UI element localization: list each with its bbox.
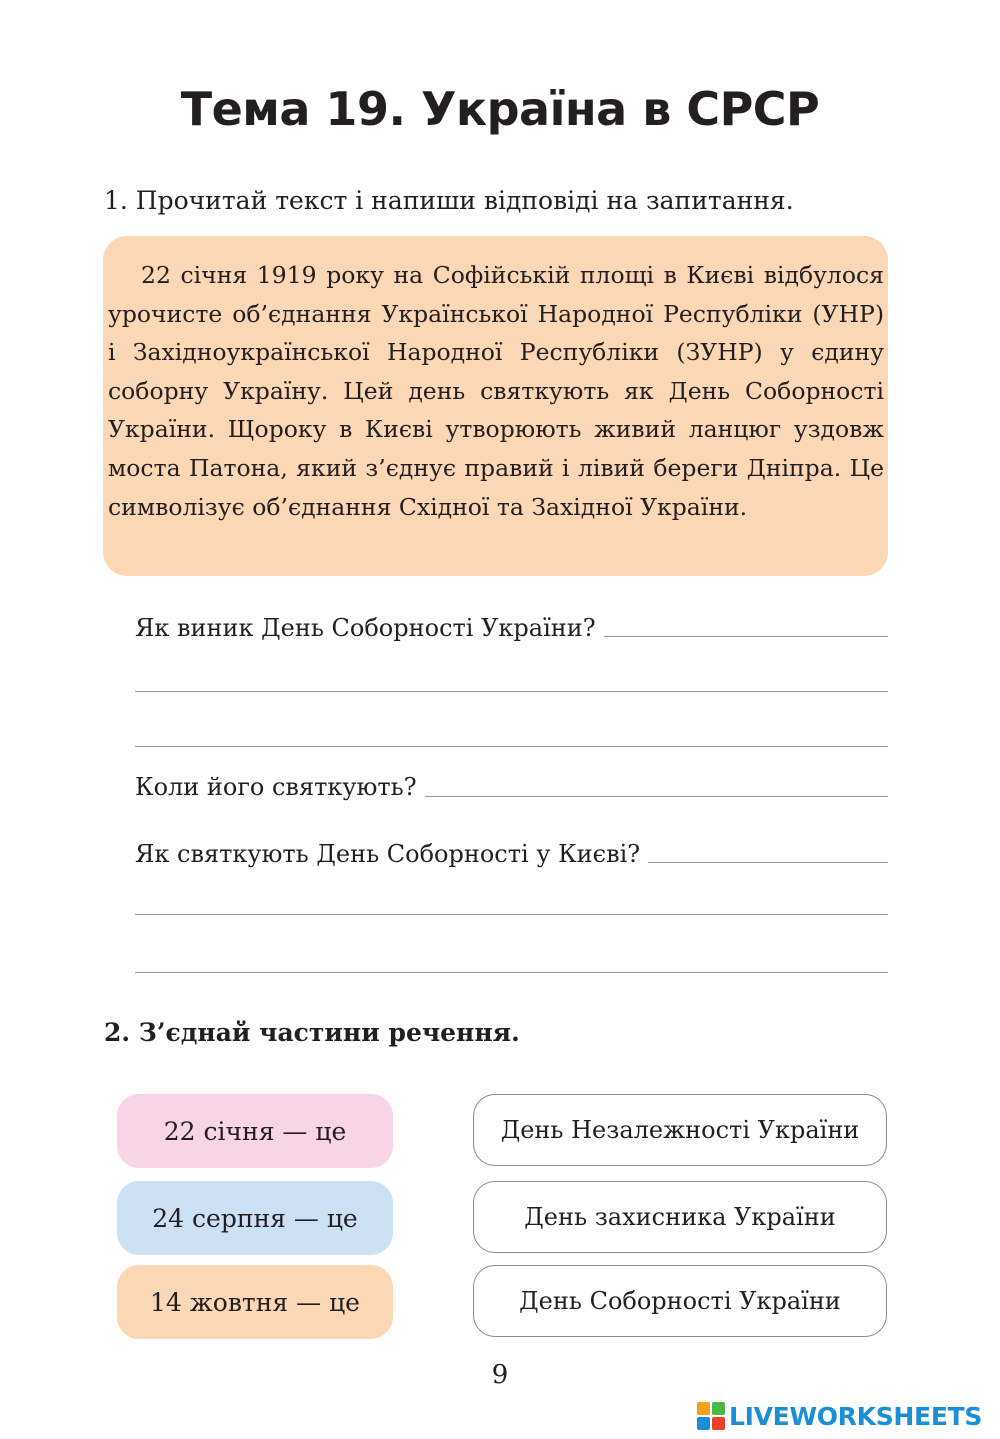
task-1-instruction: 1. Прочитай текст і напиши відповіді на запитання. <box>104 186 794 215</box>
logo-block-4 <box>712 1417 725 1430</box>
task-2-instruction: 2. З’єднай частини речення. <box>104 1018 520 1047</box>
match-right-1[interactable]: День Незалежності України <box>473 1094 887 1166</box>
liveworksheets-logo <box>697 1400 982 1432</box>
logo-text: LIVEWORKSHEETS <box>729 1401 983 1431</box>
answer-line-1c[interactable] <box>135 746 888 747</box>
match-left-1[interactable]: 22 січня — це <box>117 1094 393 1168</box>
match-left-2[interactable]: 24 серпня — це <box>117 1181 393 1255</box>
page-title: Тема 19. Україна в СРСР <box>180 82 820 136</box>
match-right-2[interactable]: День захисника України <box>473 1181 887 1253</box>
logo-block-1 <box>697 1402 710 1415</box>
question-1: Як виник День Соборності України? <box>135 614 604 642</box>
answer-line-1b[interactable] <box>135 691 888 692</box>
reading-text: 22 січня 1919 року на Софійській площі в Києві відбулося урочисте об’єднання Української Народної Республіки (УНР) і Західноукраїнської Народної Республіки (ЗУНР) у єдину соборну Україну. Цей день святкують як День Соборності України. Щороку в Києві утворюють живий ланцюг уздовж моста Патона, який з’єднує правий і лівий береги Дніпра. Це символізує об’єднання Східної та Західної України. <box>108 261 884 521</box>
reading-text-box <box>103 236 888 576</box>
logo-blocks-icon <box>697 1402 725 1430</box>
logo-block-3 <box>697 1417 710 1430</box>
match-right-3[interactable]: День Соборності України <box>473 1265 887 1337</box>
answer-line-3c[interactable] <box>135 972 888 973</box>
question-2: Коли його святкують? <box>135 773 425 801</box>
question-3: Як святкують День Соборності у Києві? <box>135 840 648 868</box>
match-left-3[interactable]: 14 жовтня — це <box>117 1265 393 1339</box>
page-number: 9 <box>491 1360 509 1390</box>
logo-block-2 <box>712 1402 725 1415</box>
answer-line-3b[interactable] <box>135 914 888 915</box>
